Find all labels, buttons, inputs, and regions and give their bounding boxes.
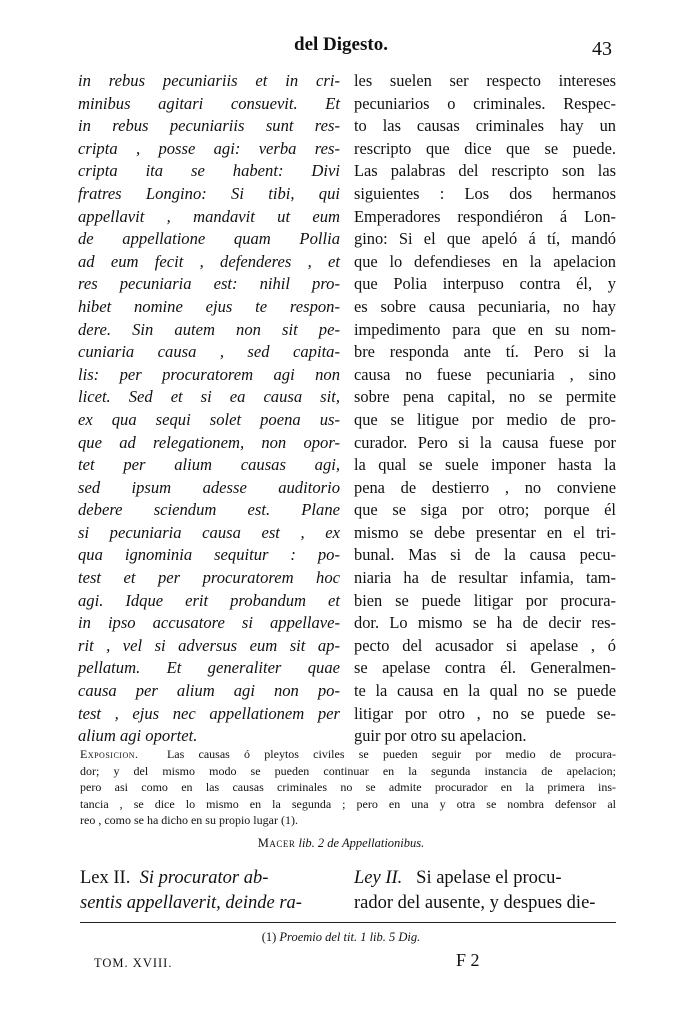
spanish-text-line: siguientes : Los dos hermanos: [354, 183, 616, 203]
lex-latin-line-2: sentis appellaverit, deinde ra-: [80, 893, 302, 913]
latin-text-line: test , ejus nec appellationem per: [78, 703, 340, 723]
latin-text-line: si pecuniaria causa est , ex: [78, 522, 340, 542]
spanish-text-line: bunal. Mas si de la causa pecu-: [354, 545, 616, 565]
page-number: 43: [592, 38, 612, 60]
spanish-text-line: guir por otro su apelacion.: [354, 726, 527, 746]
ley-spanish-line-2: rador del ausente, y despues die-: [354, 893, 596, 913]
source-citation: [0, 836, 682, 851]
latin-text-line: cripta ita se habent: Divi: [78, 161, 340, 181]
latin-text-line: appellavit , mandavit ut eum: [78, 206, 340, 226]
spanish-text-line: se apelase contra él. Generalmen-: [354, 658, 616, 678]
exposition-line: pero asi como en las causas criminales no se admite procurador en la primera ins-: [80, 780, 616, 794]
latin-text-line: causa per alium agi non po-: [78, 681, 340, 701]
spanish-text-line: niaria ha de resultar infamia, tam-: [354, 568, 616, 588]
footnote-mark: (1): [261, 930, 277, 944]
latin-text-line: in rebus pecuniariis et in cri-: [78, 71, 340, 90]
spanish-text-line: que se litigue por medio de pro-: [354, 409, 616, 429]
volume-label: TOM. XVIII.: [94, 956, 173, 970]
latin-text-line: tet per alium causas agi,: [78, 455, 340, 475]
spanish-text-line: curador. Pero si la causa fuese por: [354, 432, 616, 452]
spanish-text-line: causa no fuese pecuniaria , sino: [354, 364, 616, 384]
latin-text-line: in ipso accusatore si appellave-: [78, 613, 340, 633]
ley-spanish-block: [354, 866, 616, 916]
spanish-text-line: les suelen ser respecto intereses: [354, 71, 616, 90]
exposition-line: reo , como se ha dicho en su propio lugar (1).: [80, 813, 298, 827]
latin-text-column: [78, 70, 340, 748]
spanish-text-line: litigar por otro , no se puede se-: [354, 703, 616, 723]
spanish-text-line: bien se puede litigar por procura-: [354, 590, 616, 610]
latin-text-line: pellatum. Et generaliter quae: [78, 658, 340, 678]
exposition-line: dor; y del mismo modo se pueden continuar en la segunda instancia de apelacion;: [80, 763, 616, 778]
spanish-text-line: la qual se suele imponer hasta la: [354, 455, 616, 475]
exposition-label: Exposicion.: [80, 747, 139, 761]
ley-spanish-line-1: [354, 866, 616, 891]
latin-text-line: cuniaria causa , sed capita-: [78, 342, 340, 362]
spanish-text-line: es sobre causa pecuniaria, no hay: [354, 296, 616, 316]
latin-text-line: que ad relegationem, non opor-: [78, 432, 340, 452]
latin-text-line: de appellatione quam Pollia: [78, 229, 340, 249]
footnote-divider: [80, 922, 616, 923]
latin-text-line: test et per procuratorem hoc: [78, 568, 340, 588]
latin-text-line: rit , vel si adversus eum sit ap-: [78, 635, 340, 655]
spanish-text-line: pena de destierro , no conviene: [354, 477, 616, 497]
latin-text-line: ex qua sequi solet poena us-: [78, 409, 340, 429]
latin-text-line: debere sciendum est. Plane: [78, 500, 340, 520]
latin-text-line: cripta , posse agi: verba res-: [78, 138, 340, 158]
latin-text-line: alium agi oportet.: [78, 726, 198, 746]
source-author: Macer: [257, 836, 296, 850]
spanish-text-line: Emperadores respondiéron á Lon-: [354, 206, 616, 226]
printer-signature: F 2: [456, 950, 480, 970]
latin-text-line: ad eum fecit , defenderes , et: [78, 251, 340, 271]
spanish-text-line: mismo se debe presentar en el tri-: [354, 522, 616, 542]
latin-text-line: fratres Longino: Si tibi, qui: [78, 183, 340, 203]
latin-text-line: agi. Idque erit probandum et: [78, 590, 340, 610]
exposition-note: [80, 746, 616, 829]
lex-latin-line-1: [80, 866, 342, 891]
spanish-text-line: to las causas criminales hay un: [354, 116, 616, 136]
lex-heading: Lex II.: [80, 868, 131, 888]
exposition-line: [80, 746, 616, 763]
latin-text-line: res pecuniaria est: nihil pro-: [78, 274, 340, 294]
spanish-text-line: gino: Si el que apeló á tí, mandó: [354, 229, 616, 249]
spanish-text-line: bre responda ante tí. Pero si la: [354, 342, 616, 362]
exposition-text: Las causas ó pleytos civiles se pueden seguir por medio de procura-: [166, 747, 616, 761]
running-title: del Digesto.: [294, 34, 388, 55]
spanish-text-line: sobre pena capital, no se permite: [354, 387, 616, 407]
exposition-line: tancia , se dice lo mismo en la segunda ; pero en una y otra se nombra defensor al: [80, 796, 616, 811]
spanish-text-line: impedimento para que en su nom-: [354, 319, 616, 339]
spanish-text-line: dor. Lo mismo se ha de decir res-: [354, 613, 616, 633]
spanish-text-line: pecto del acusador si apelase , ó: [354, 635, 616, 655]
spanish-text-line: que se siga por otro; porque él: [354, 500, 616, 520]
latin-text-line: minibus agitari consuevit. Et: [78, 93, 340, 113]
lex-latin-line-1-text: Si procurator ab-: [139, 868, 269, 888]
spanish-text-line: que lo defendieses en la apelacion: [354, 251, 616, 271]
ley-spanish-line-1-text: Si apelase el procu-: [416, 868, 562, 888]
spanish-text-line: te la causa en la qual no se puede: [354, 681, 616, 701]
spanish-text-line: rescripto que dice que se puede.: [354, 138, 616, 158]
lex-latin-block: [80, 866, 342, 916]
latin-text-line: lis: per procuratorem agi non: [78, 364, 340, 384]
latin-text-line: hibet nomine ejus te respon-: [78, 296, 340, 316]
latin-text-line: in rebus pecuniariis sunt res-: [78, 116, 340, 136]
spanish-text-line: que Polia interpuso contra él, y: [354, 274, 616, 294]
ley-heading: Ley II.: [354, 868, 403, 888]
spanish-text-line: pecuniarios o criminales. Respec-: [354, 93, 616, 113]
latin-text-line: sed ipsum adesse auditorio: [78, 477, 340, 497]
latin-text-line: licet. Sed et si ea causa sit,: [78, 387, 340, 407]
source-work: lib. 2 de Appellationibus.: [298, 836, 425, 850]
latin-text-line: dere. Sin autem non sit pe-: [78, 319, 340, 339]
footnote-text: Proemio del tit. 1 lib. 5 Dig.: [279, 930, 421, 944]
latin-text-line: qua ignominia sequitur : po-: [78, 545, 340, 565]
spanish-text-column: [354, 70, 616, 748]
footnote: [0, 930, 682, 945]
spanish-text-line: Las palabras del rescripto son las: [354, 161, 616, 181]
